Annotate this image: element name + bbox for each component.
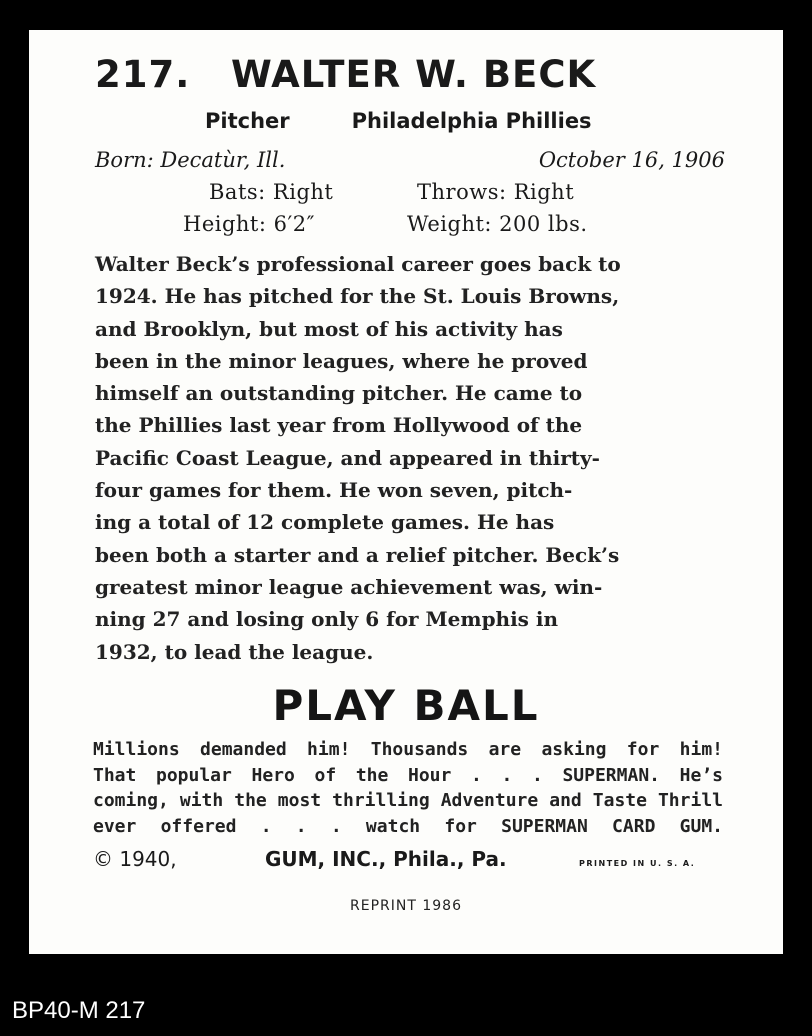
bio-line: the Phillies last year from Hollywood of the (95, 413, 583, 438)
player-position: Pitcher (205, 109, 290, 133)
bio-line: been both a starter and a relief pitcher. Beck’s (95, 542, 620, 567)
ad-line: coming, with the most thrilling Adventure and Taste Thrill (93, 790, 723, 811)
birth-row (95, 148, 725, 172)
weight-value: Weight: 200 lbs. (407, 212, 588, 236)
player-team: Philadelphia Phillies (351, 109, 592, 133)
ad-line: ever offered . . . watch for SUPERMAN CARD GUM. (93, 815, 723, 837)
reprint-note: REPRINT 1986 (350, 898, 462, 914)
ad-line: That popular Hero of the Hour . . . SUPERMAN. He’s (93, 764, 723, 786)
birth-date: October 16, 1906 (538, 148, 725, 172)
height-value: Height: 6′2″ (183, 212, 315, 236)
bio-line: 1924. He has pitched for the St. Louis Browns, (95, 284, 620, 309)
bio-line: greatest minor league achievement was, win- (95, 574, 603, 599)
birth-place: Born: Decatùr, Ill. (95, 148, 286, 172)
bio-line: 1932, to lead the league. (95, 639, 374, 664)
bio-line: ning 27 and losing only 6 for Memphis in (95, 607, 559, 632)
biography (95, 248, 723, 668)
bio-line: been in the minor leagues, where he proved (95, 348, 588, 373)
bats-value: Bats: Right (209, 180, 334, 204)
image-caption: BP40-M 217 (12, 997, 146, 1024)
publisher-name: GUM, INC., Phila., Pa. (265, 847, 507, 871)
play-ball-headline: PLAY BALL (272, 681, 540, 730)
printed-in-usa: PRINTED IN U. S. A. (579, 859, 696, 868)
position-team-row (205, 109, 592, 133)
bio-line: Walter Beck’s professional career goes back to (95, 252, 621, 276)
throws-value: Throws: Right (417, 180, 575, 204)
bio-line: Pacific Coast League, and appeared in thirty- (95, 445, 600, 470)
copyright: © 1940, (93, 847, 177, 871)
player-name: WALTER W. BECK (231, 53, 597, 96)
bio-line: and Brooklyn, but most of his activity has (95, 316, 563, 341)
card-number: 217. (95, 53, 191, 96)
bio-line: ing a total of 12 complete games. He has (95, 510, 555, 535)
bio-line: four games for them. He won seven, pitch- (95, 478, 573, 503)
ad-line: Millions demanded him! Thousands are asking for him! (93, 739, 723, 760)
card-title (95, 53, 596, 96)
baseball-card-back (29, 30, 783, 954)
superman-ad (93, 737, 723, 839)
bio-line: himself an outstanding pitcher. He came to (95, 381, 583, 406)
